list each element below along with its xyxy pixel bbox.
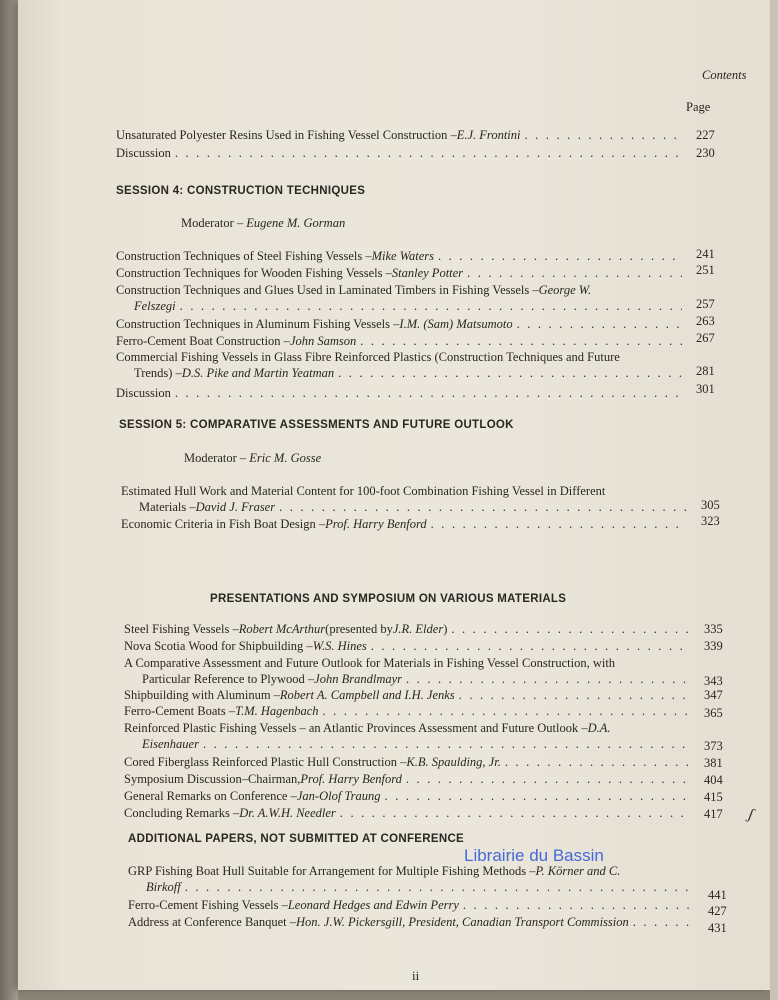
toc-entry: Commercial Fishing Vessels in Glass Fibre Reinforced Plastics (Construction Techniques and Future Trends) – D.S. Pike and Martin Yeatman . . . 281 [116, 350, 686, 381]
toc-entry: Ferro-Cement Boats – T.M. Hagenbach . . . 365 [124, 704, 694, 720]
toc-entry: Discussion . . . 301 [116, 386, 686, 402]
page-number: 257 [696, 297, 715, 311]
toc-entry: Shipbuilding with Aluminum – Robert A. Campbell and I.H. Jenks . . . 347 [124, 688, 694, 704]
page-number: 373 [704, 739, 723, 753]
page-number: 415 [704, 790, 723, 804]
section-heading: SESSION 4: CONSTRUCTION TECHNIQUES [116, 185, 366, 197]
toc-entry: General Remarks on Conference – Jan-Olof Traung . . . 415 [124, 789, 694, 805]
page-number: 431 [708, 921, 727, 935]
section-heading: ADDITIONAL PAPERS, NOT SUBMITTED AT CONFERENCE [128, 833, 465, 845]
toc-entry: Economic Criteria in Fish Boat Design – Prof. Harry Benford . . . 323 [121, 517, 691, 533]
page-number: 381 [704, 756, 723, 770]
page-number: 427 [708, 904, 727, 918]
toc-entry: Estimated Hull Work and Material Content for 100-foot Combination Fishing Vessel in Different Materials – David J. Fraser . . . 305 [121, 484, 691, 515]
section-heading: SESSION 5: COMPARATIVE ASSESSMENTS AND FUTURE OUTLOOK [119, 419, 514, 431]
page-number: 404 [704, 773, 723, 787]
section-heading: PRESENTATIONS AND SYMPOSIUM ON VARIOUS MATERIALS [210, 593, 567, 605]
page-number: 339 [704, 639, 723, 653]
toc-entry: Concluding Remarks – Dr. A.W.H. Needler . . . 417 [124, 806, 694, 822]
moderator-line: Moderator – Eugene M. Gorman [181, 216, 346, 230]
toc-entry: GRP Fishing Boat Hull Suitable for Arrangement for Multiple Fishing Methods – P. Körner and C. Birkoff . . . 441 [128, 864, 698, 895]
toc-entry: Discussion . . . 230 [116, 146, 686, 162]
page-column-label: Page [686, 100, 711, 114]
toc-entry: Reinforced Plastic Fishing Vessels – an Atlantic Provinces Assessment and Future Outlook – D.A. Eisenhauer . . . 373 [124, 721, 694, 752]
page-number: 267 [696, 331, 715, 345]
moderator-line: Moderator – Eric M. Gosse [184, 451, 322, 465]
toc-entry: Nova Scotia Wood for Shipbuilding – W.S. Hines . . . 339 [124, 639, 694, 655]
toc-entry: Ferro-Cement Boat Construction – John Samson . . . 267 [116, 334, 686, 350]
page-number: 335 [704, 622, 723, 636]
page-number: 251 [696, 263, 715, 277]
margin-pencil-mark: ʃ [745, 805, 757, 824]
page-number: 230 [696, 146, 715, 160]
toc-entry: Construction Techniques for Wooden Fishing Vessels – Stanley Potter . . . 251 [116, 266, 686, 282]
page-number: 343 [704, 674, 723, 688]
page-footer-number: ii [412, 968, 420, 983]
running-header: Contents [702, 68, 747, 82]
page-number: 441 [708, 888, 727, 902]
toc-entry: Steel Fishing Vessels – Robert McArthur (presented by J.R. Elder ) . . . 335 [124, 622, 694, 638]
page-number: 281 [696, 364, 715, 378]
page-number: 347 [704, 688, 723, 702]
book-edge [0, 0, 18, 1000]
toc-entry: A Comparative Assessment and Future Outlook for Materials in Fishing Vessel Construction, with Particular Reference to Plywood – John Brandlmayr . . . 343 [124, 656, 694, 687]
page-number: 263 [696, 314, 715, 328]
toc-entry: Symposium Discussion–Chairman, Prof. Harry Benford . . . 404 [124, 772, 694, 788]
page-number: 365 [704, 706, 723, 720]
toc-entry: Address at Conference Banquet – Hon. J.W. Pickersgill, President, Canadian Transport Commission . . . 431 [128, 915, 698, 931]
page-number: 241 [696, 247, 715, 261]
watermark-text: Librairie du Bassin [464, 846, 604, 865]
page-number: 417 [704, 807, 723, 821]
toc-entry: Cored Fiberglass Reinforced Plastic Hull Construction – K.B. Spaulding, Jr. . . . 381 [124, 755, 694, 771]
page-number: 227 [696, 128, 715, 142]
toc-entry: Unsaturated Polyester Resins Used in Fishing Vessel Construction – E.J. Frontini . . . 227 [116, 128, 686, 144]
toc-entry: Construction Techniques in Aluminum Fishing Vessels – I.M. (Sam) Matsumoto . . . 263 [116, 317, 686, 333]
page-number: 305 [701, 498, 720, 512]
toc-entry: Ferro-Cement Fishing Vessels – Leonard Hedges and Edwin Perry . . . 427 [128, 898, 698, 914]
next-page-edge [770, 0, 778, 1000]
toc-entry: Construction Techniques of Steel Fishing Vessels – Mike Waters . . . 241 [116, 249, 686, 265]
page-number: 301 [696, 382, 715, 396]
toc-entry: Construction Techniques and Glues Used in Laminated Timbers in Fishing Vessels – George W. Felszegi . . . 257 [116, 283, 686, 314]
page-number: 323 [701, 514, 720, 528]
